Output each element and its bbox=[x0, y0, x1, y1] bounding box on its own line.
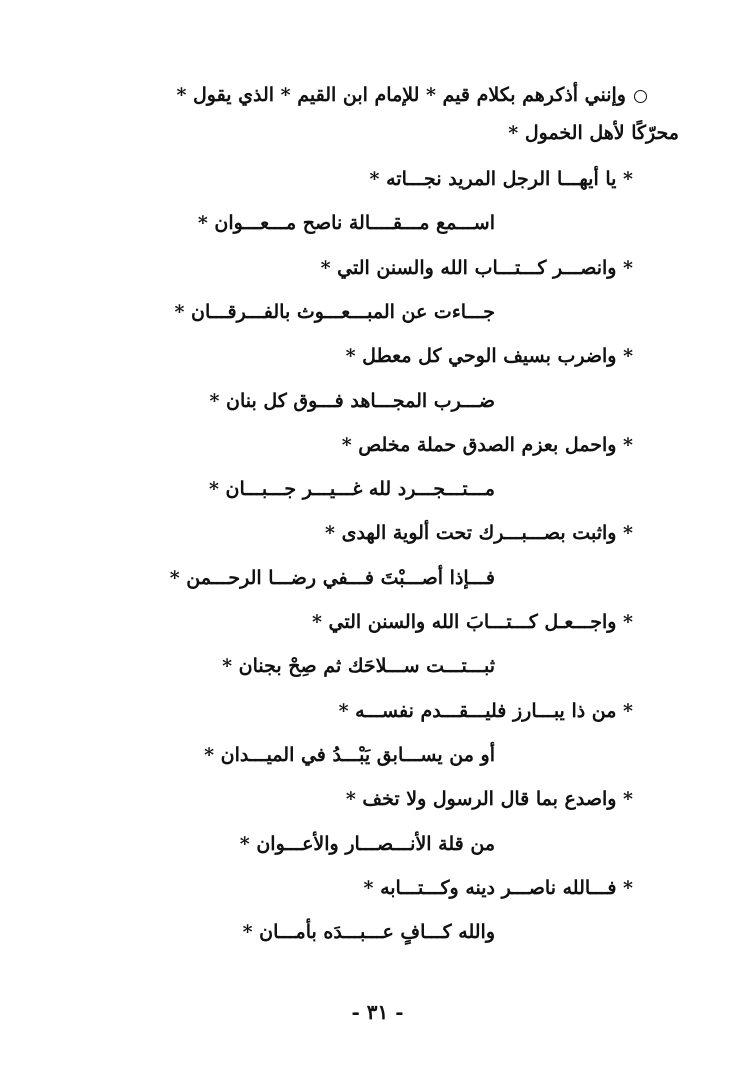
verse-line: اســـمع مـــقــــالة ناصح مـــعـــوان * bbox=[197, 212, 495, 234]
verse-line: * واثبت بصـــبـــرك تحت ألوية الهدى * bbox=[325, 522, 633, 544]
intro-text-1: وإنني أذكرهم بكلام قيم * للإمام ابن القيم * الذي يقول * bbox=[176, 84, 626, 106]
verse-line: * يا أيهـــا الرجل المريد نجـــاته * bbox=[369, 168, 633, 190]
verse-line: * واصدع بما قال الرسول ولا تخف * bbox=[345, 788, 633, 810]
verse-line: والله كـــافٍ عـــبـــدَه بأمـــان * bbox=[242, 921, 495, 943]
page-number: - ٣١ - bbox=[351, 1000, 404, 1024]
verse-line: * من ذا يبـــارز فليـــقـــدم نفســـه * bbox=[338, 700, 633, 722]
verse-line: ثبـــتـــت ســـلاحَك ثم صِحْ بجنان * bbox=[222, 655, 495, 677]
verse-line: فـــإذا أصـــبْتَ فـــفي رضـــا الرحـــمن * bbox=[169, 567, 495, 589]
intro-line-1 bbox=[67, 82, 647, 108]
verse-line: مـــتـــجـــرد لله غـــيـــر جـــبـــان * bbox=[208, 478, 495, 500]
circle-bullet-icon bbox=[634, 90, 647, 103]
verse-line: من قلة الأنـــصـــار والأعـــوان * bbox=[239, 833, 495, 855]
verse-line: أو من يســـابق يَبْـــدُ في الميـــدان * bbox=[204, 744, 495, 766]
verse-line: * واحمل بعزم الصدق حملة مخلص * bbox=[341, 434, 633, 456]
verse-line: * واجـــعـل كـــتـــابَ الله والسنن التي * bbox=[311, 611, 633, 633]
verse-line: * وانصـــر كـــتـــاب الله والسنن التي * bbox=[320, 257, 633, 279]
verse-line: ضـــرب المجـــاهد فـــوق كل بنان * bbox=[209, 390, 495, 412]
verse-line: جـــاءت عن المبـــعـــوث بالفـــرقـــان * bbox=[174, 301, 495, 323]
verse-line: * فـــالله ناصـــر دينه وكـــتـــابه * bbox=[363, 877, 633, 899]
intro-line-2: محرّكًا لأهل الخمول * bbox=[508, 122, 679, 144]
verse-line: * واضرب بسيف الوحي كل معطل * bbox=[345, 345, 633, 367]
